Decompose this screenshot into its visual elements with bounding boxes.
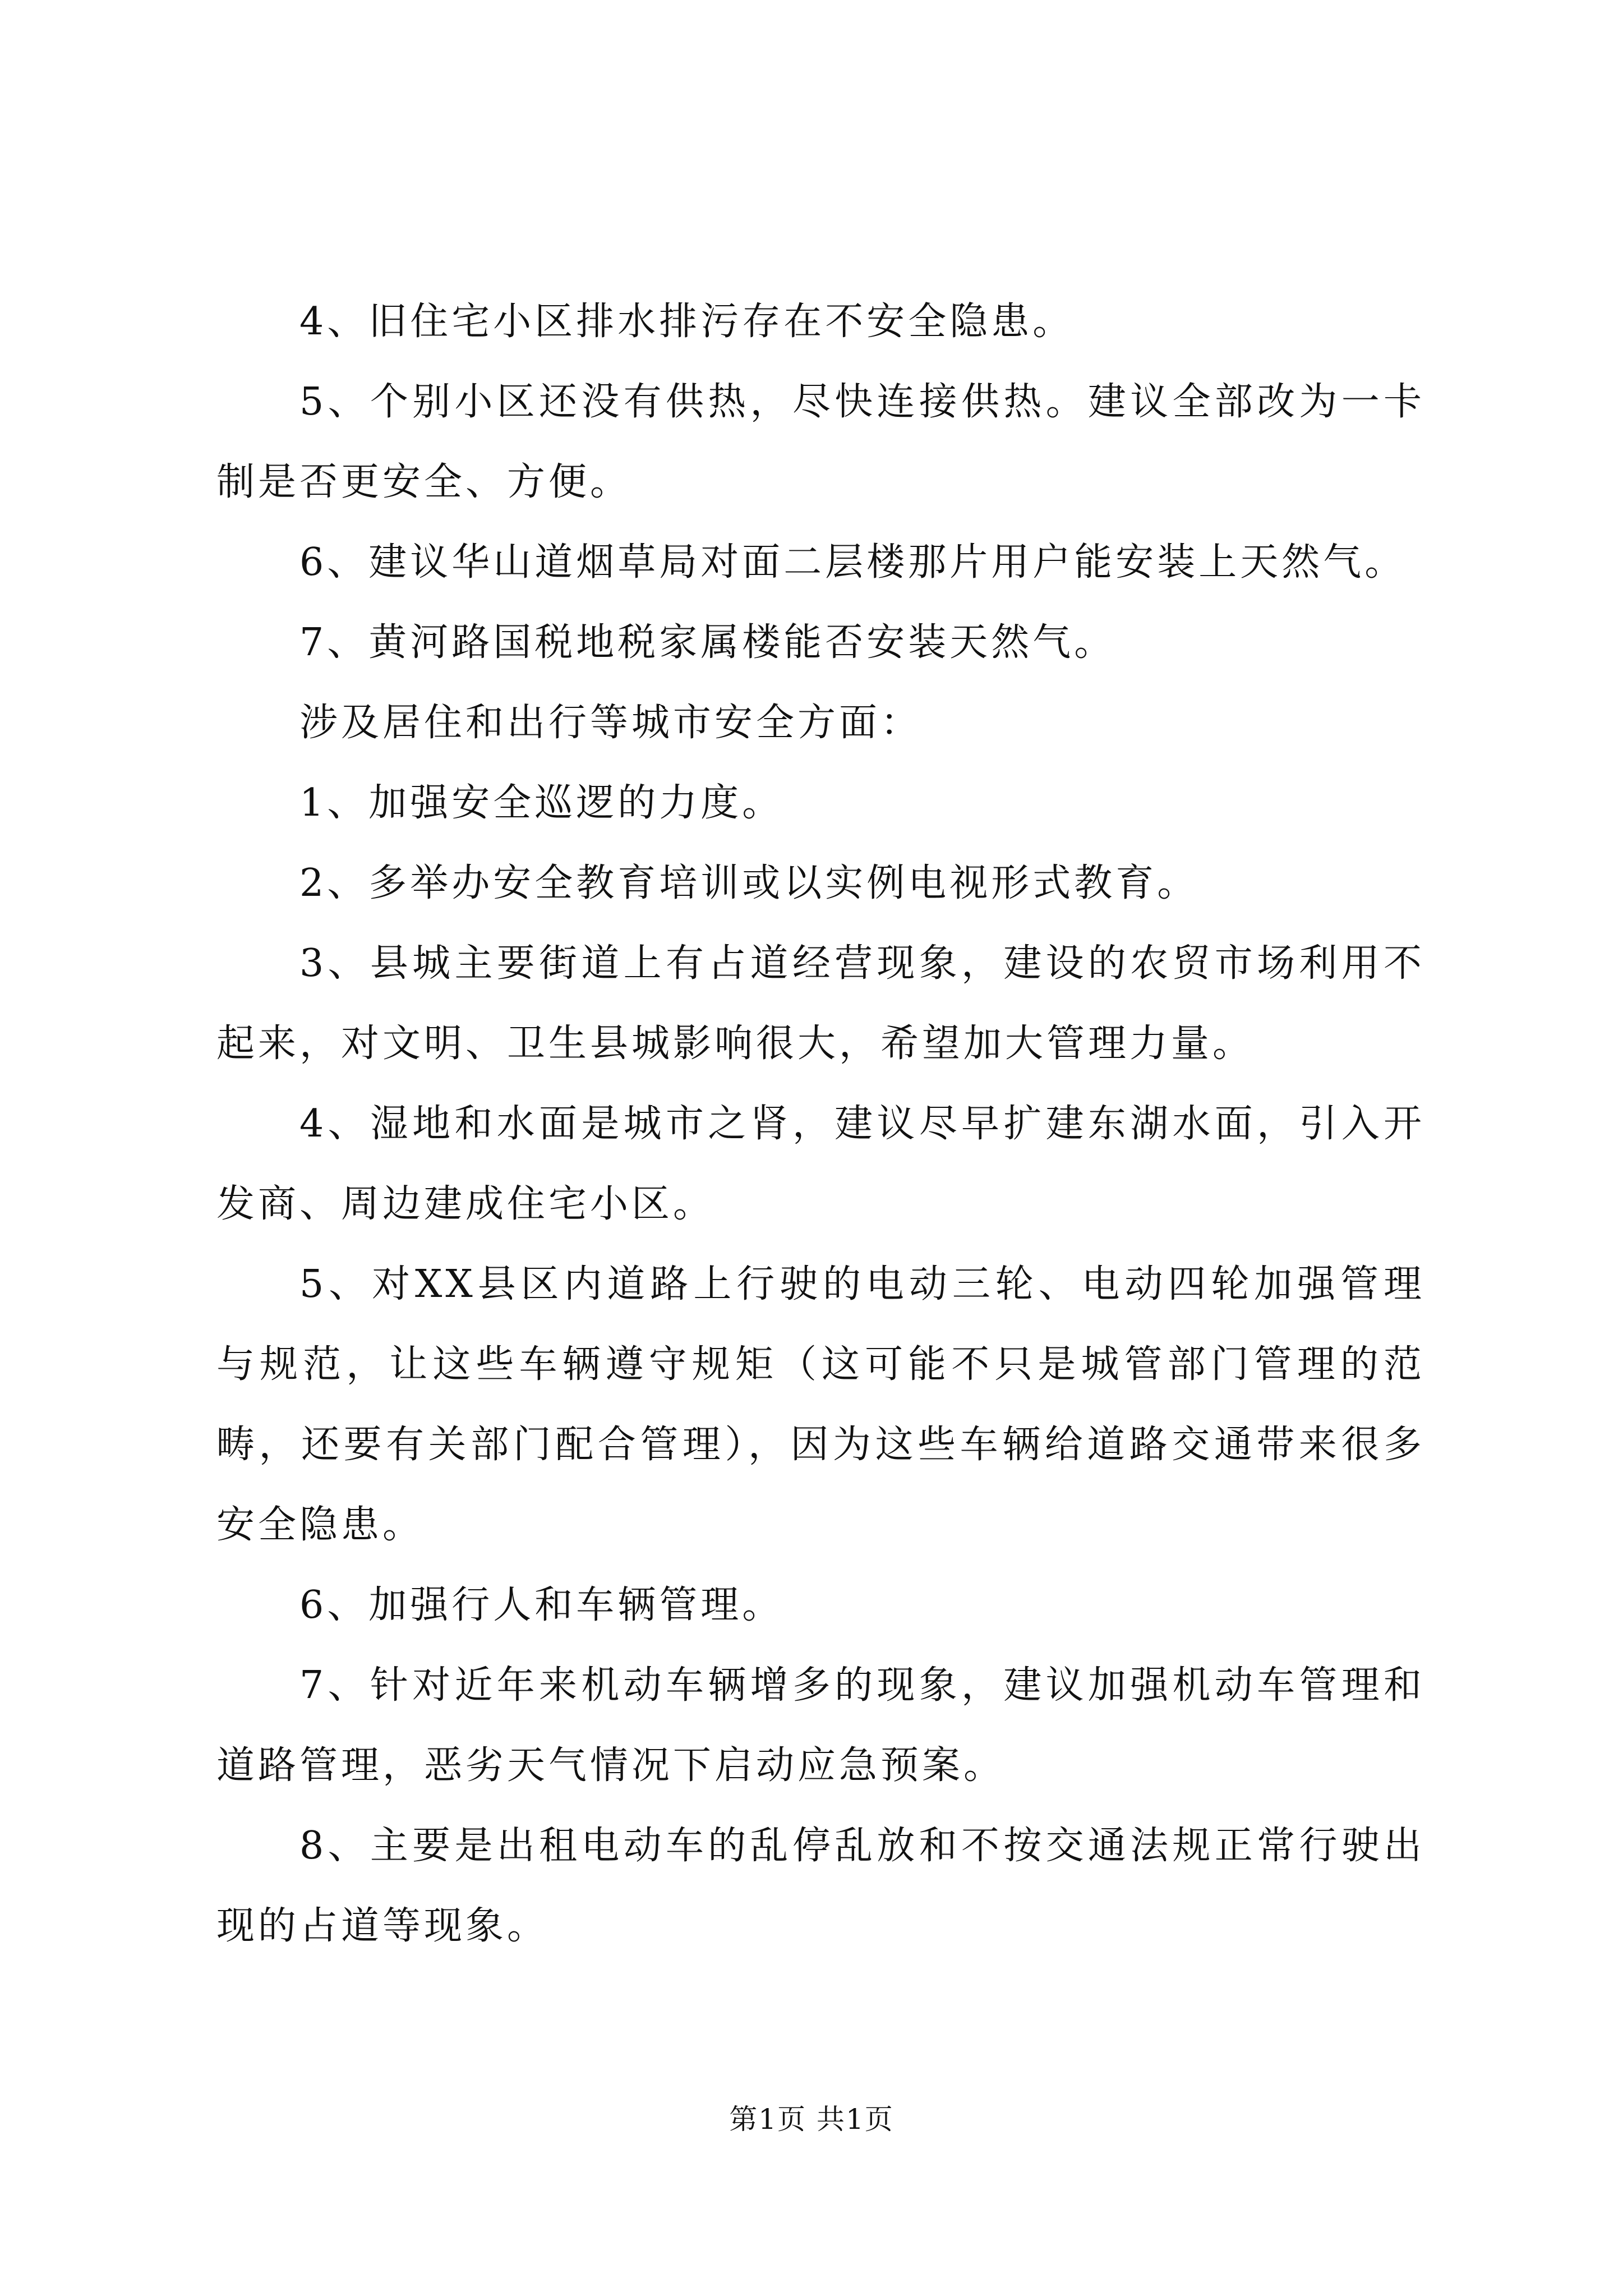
paragraph-item-7-gas-huanghe: 7、黄河路国税地税家属楼能否安装天然气。	[299, 620, 1116, 665]
page-number-footer: 第1页 共1页	[729, 2103, 894, 2136]
paragraph-item-6-traffic-management: 6、加强行人和车辆管理。	[299, 1583, 784, 1627]
paragraph-item-1-patrol: 1、加强安全巡逻的力度。	[299, 781, 784, 825]
paragraph-item-4-wetland: 4、湿地和水面是城市之肾，建议尽早扩建东湖水面，引入开发商、周边建成住宅小区。	[216, 1102, 1425, 1226]
paragraph-item-5-electric-vehicles: 5、对XX县区内道路上行驶的电动三轮、电动四轮加强管理与规范，让这些车辆遵守规矩（这可能不只是城管部门管理的范畴，还要有关部门配合管理），因为这些车辆给道路交通带来很多安全隐患。	[216, 1262, 1425, 1547]
paragraph-item-4-drainage: 4、旧住宅小区排水排污存在不安全隐患。	[299, 300, 1075, 344]
paragraph-item-7-motor-vehicles: 7、针对近年来机动车辆增多的现象，建议加强机动车管理和道路管理，恶劣天气情况下启动应急预案。	[216, 1663, 1425, 1788]
section-heading-city-safety: 涉及居住和出行等城市安全方面：	[299, 701, 923, 745]
document-body	[216, 282, 1425, 1966]
paragraph-item-6-gas-huashan: 6、建议华山道烟草局对面二层楼那片用户能安装上天然气。	[299, 540, 1407, 585]
paragraph-item-2-education: 2、多举办安全教育培训或以实例电视形式教育。	[299, 861, 1199, 905]
paragraph-item-3-street-vending: 3、县城主要街道上有占道经营现象，建设的农贸市场利用不起来，对文明、卫生县城影响很大，希望加大管理力量。	[216, 941, 1425, 1066]
paragraph-item-8-rental-ev: 8、主要是出租电动车的乱停乱放和不按交通法规正常行驶出现的占道等现象。	[216, 1824, 1425, 1948]
paragraph-item-5-heating: 5、个别小区还没有供热，尽快连接供热。建议全部改为一卡制是否更安全、方便。	[216, 380, 1425, 504]
